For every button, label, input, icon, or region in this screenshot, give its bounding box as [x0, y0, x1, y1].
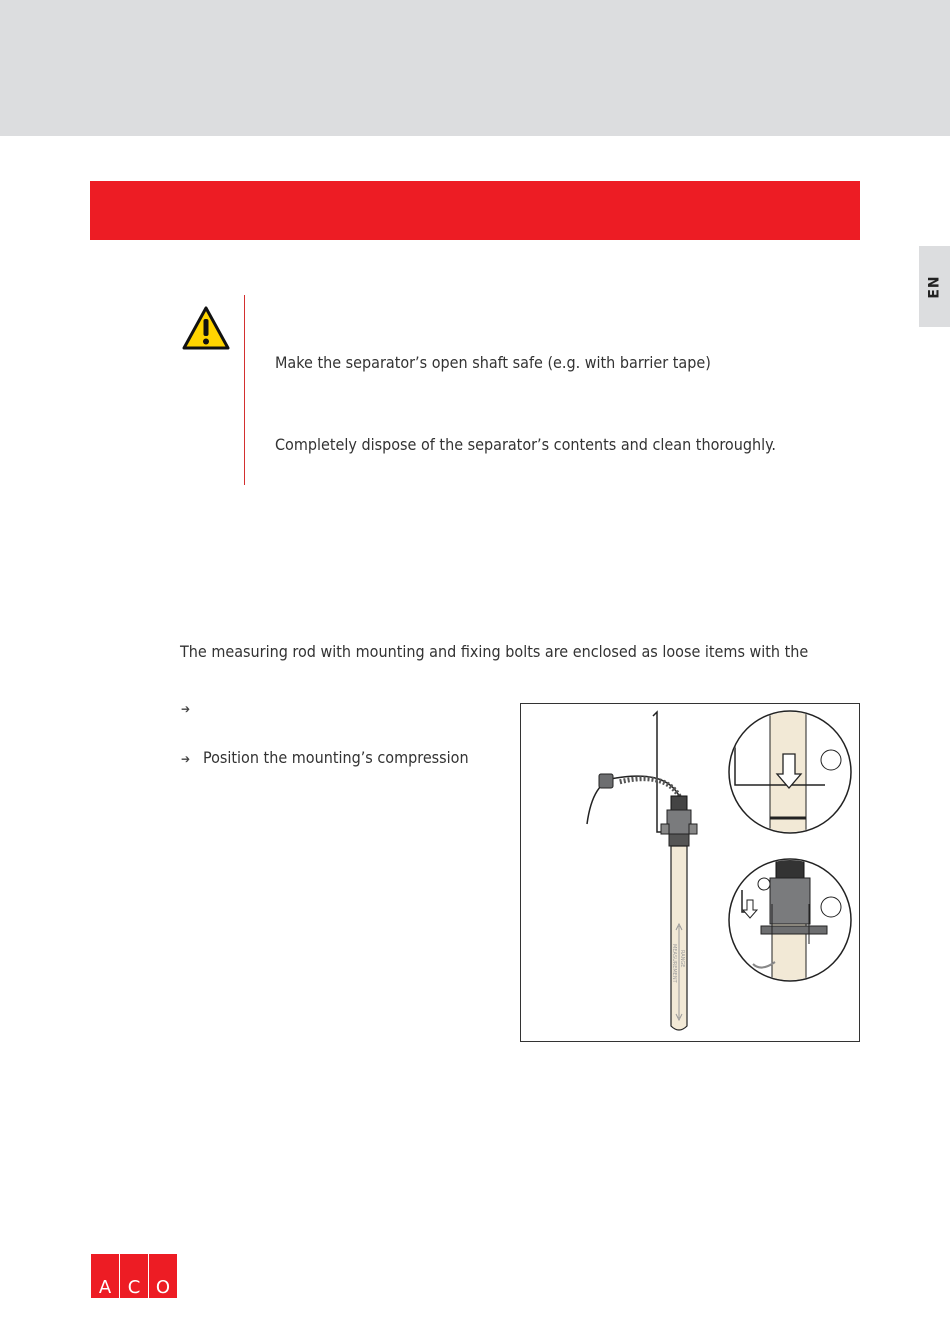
mount-clamp — [669, 834, 689, 846]
logo-letter: O — [155, 1277, 171, 1298]
bullet-arrow-icon: ➔ — [181, 702, 191, 716]
rod-label-measurement: MEASUREMENT — [671, 944, 677, 983]
detail-circle-bottom — [729, 858, 851, 1004]
measuring-rod-figure — [520, 703, 860, 1042]
rod-mount — [667, 810, 691, 834]
language-label: EN — [926, 274, 943, 299]
intro-text: The measuring rod with mounting and fixing bolts are enclosed as loose items with the — [180, 642, 809, 661]
warning-text-2: Completely dispose of the separator’s contents and clean thoroughly. — [275, 435, 776, 454]
logo-cell — [120, 1254, 148, 1298]
warning-triangle-icon — [181, 305, 231, 351]
section-title-bar — [90, 181, 860, 240]
logo-cell — [91, 1254, 119, 1298]
detail-circle-top — [729, 704, 851, 844]
logo-cell — [149, 1254, 177, 1298]
top-header-band — [0, 0, 950, 136]
warning-divider — [244, 295, 245, 485]
mount-bolt-right — [689, 824, 697, 834]
bracket-line — [653, 712, 663, 832]
warning-text-1: Make the separator’s open shaft safe (e.g. with barrier tape) — [275, 353, 711, 372]
logo-letter: C — [127, 1277, 141, 1298]
aco-logo — [91, 1254, 177, 1298]
bullet-text-2: Position the mounting’s compression — [203, 748, 469, 767]
rod-label-range: RANGE — [679, 950, 685, 968]
rod-illustration — [521, 704, 859, 1041]
language-tab[interactable] — [919, 246, 950, 327]
bullet-arrow-icon: ➔ — [181, 752, 191, 766]
logo-letter: A — [98, 1277, 112, 1298]
cable-plug — [599, 774, 613, 788]
mount-bolt-left — [661, 824, 669, 834]
